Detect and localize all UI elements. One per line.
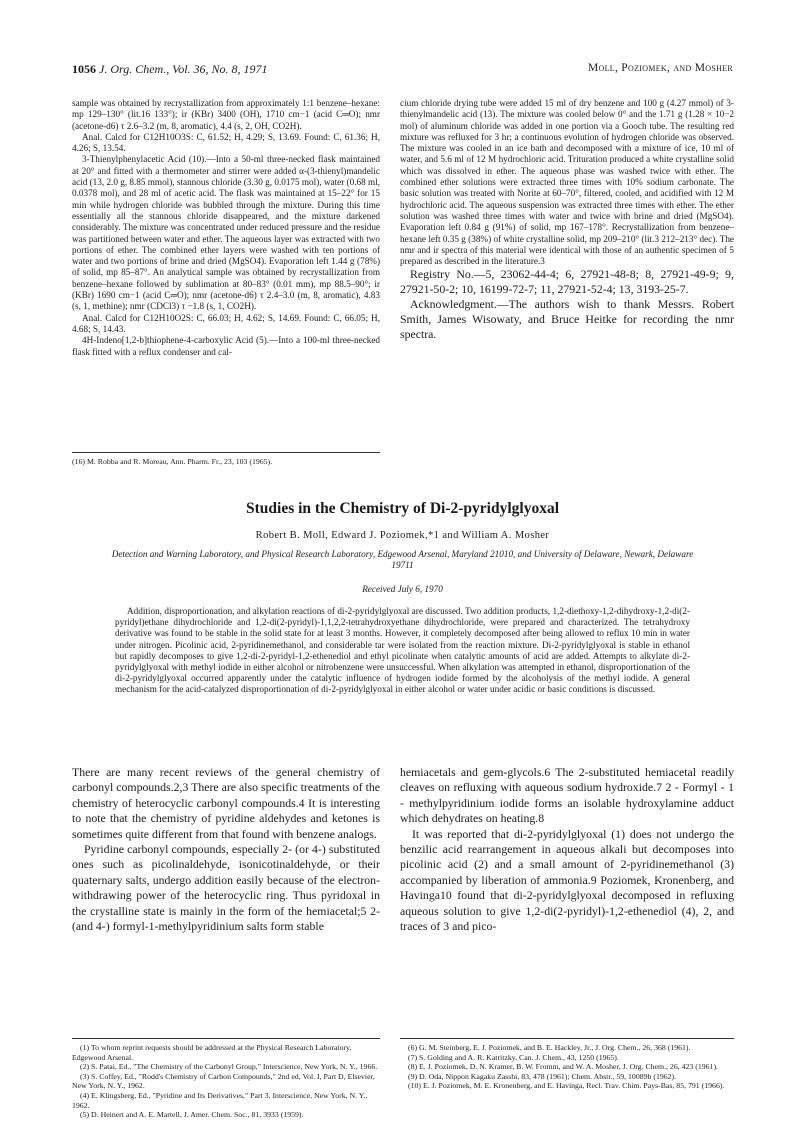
paragraph: Anal. Calcd for C12H10O2S: C, 66.03; H, 4.62; S, 14.69. Found: C, 66.05; H, 4.68; S, 14.43. (72, 312, 380, 334)
body-right-column (400, 765, 734, 934)
running-header-left (72, 62, 268, 77)
body-left-column (72, 765, 380, 934)
paragraph: It was reported that di-2-pyridylglyoxal (1) does not undergo the benzilic acid rearrangement in aqueous alkali but decomposes into picolinic acid (2) and a small amount of 2-pyridinemethanol (3) accompanied by liberation of ammonia.9 Poziomek, Kronenberg, and Havinga10 found that di-2-pyridylglyoxal decomposed in refluxing aqueous solution to give 1,2-di(2-pyridyl)-1,2-ethenediol (4), 2, and traces of 3 and pico- (400, 826, 734, 934)
paragraph: cium chloride drying tube were added 15 ml of dry benzene and 100 g (4.27 mmol) of 3-thienylmandelic acid (13). The mixture was cooled below 0° and the 1.71 g (1.28 × 10−2 mol) of aluminum chloride was added in one portion via a Gooch tube. The resulting red mixture was refluxed for 3 hr; a continuous evolution of hydrogen chloride was observed. The mixture was cooled in an ice bath and decomposed with a mixture of ice, 10 ml of water, and 5.6 ml of 12 M hydrochloric acid. Trituration produced a white crystalline solid which was dissolved in ether. The aqueous phase was washed twice with ether. The combined ether solutions were extracted three times with 10% sodium carbonate. The basic solution was treated with Norite at 60–70°, filtered, cooled, and acidified with 12 M hydrochloric acid. The aqueous suspension was extracted three times with ether. The ether solution was washed three times with water and twice with brine and dried (MgSO4). Evaporation left 0.84 g (91%) of solid, mp 167–178°. Recrystallization from benzene–hexane left 0.35 g (38%) of white crystalline solid, mp 209–210° (lit.3 212–213° dec). The nmr and ir spectra of this material were identical with those of an authentic specimen of 5 prepared as described in the literature.3 (400, 98, 734, 267)
footnote: (9) D. Oda, Nippon Kagaku Zasshi, 83, 478 (1961); Chem. Abstr., 59, 10089b (1962). (408, 1071, 677, 1081)
previous-article-left-column (72, 98, 380, 358)
footnote-divider (400, 1038, 734, 1039)
footnote: (8) E. J. Poziomek, D. N. Kramer, B. W. Fromm, and W. A. Mosher, J. Org. Chem., 26, 423 (1961). (408, 1062, 719, 1072)
footnote: (10) E. J. Poziomek, M. E. Kronenberg, and E. Havinga, Recl. Trav. Chim. Pays-Bas, 85, 791 (1966). (408, 1081, 725, 1091)
affiliation: Detection and Warning Laboratory, and Physical Research Laboratory, Edgewood Arsenal, Maryland 21010, and University of Delaware, Newark, Delaware 19711 (111, 549, 694, 571)
journal-citation: J. Org. Chem., Vol. 36, No. 8, 1971 (99, 62, 268, 76)
footnote: (7) S. Golding and A. R. Katritzky, Can. J. Chem., 43, 1250 (1965). (408, 1052, 619, 1062)
footnote: (2) S. Patai, Ed., "The Chemistry of the Carbonyl Group," Interscience, New York, N. Y., 1966. (80, 1062, 378, 1072)
article-title: Studies in the Chemistry of Di-2-pyridylglyoxal (245, 500, 560, 517)
footnote: (4) E. Klingsberg, Ed., "Pyridine and Its Derivatives," Part 3, Interscience, New York, N. Y., 1962. (72, 1090, 368, 1110)
paragraph: Pyridine carbonyl compounds, especially 2- (or 4-) substituted ones such as picolinaldehyde, isonicotinaldehyde, or their quaternary salts, undergo addition easily because of the electron-withdrawing power of the heterocyclic ring. Thus pyridoxal in the crystalline state is mainly in the form of the hemiacetal;5 2- (and 4-) formyl-1-methylpyridinium salts form stable (72, 842, 380, 934)
footnote-16: (16) M. Robba and R. Moreau, Ann. Pharm. Fr., 23, 103 (1965). (72, 452, 380, 467)
previous-article-right-column (400, 98, 734, 342)
paragraph: There are many recent reviews of the general chemistry of carbonyl compounds.2,3 There are also specific treatments of the chemistry of heterocyclic carbonyl compounds.4 It is interesting to note that the chemistry of pyridine aldehydes and ketones is sometimes quite different from that found with benzene analogs. (72, 765, 380, 841)
footnotes-right (400, 1043, 734, 1091)
footnote-divider (72, 1038, 380, 1039)
paragraph: sample was obtained by recrystallization from approximately 1:1 benzene–hexane: mp 129–130° (lit.16 133°); ir (KBr) 3400 (OH), 1710 cm−1 (acid C═O); nmr (acetone-d6) τ 2.6–3.2 (m, 8, aromatic), 4.4 (s, 2, OH, CO2H). (72, 98, 380, 131)
article-authors: Robert B. Moll, Edward J. Poziomek,*1 and William A. Mosher (255, 530, 550, 541)
paragraph: hemiacetals and gem-glycols.6 The 2-substituted hemiacetal readily cleaves on refluxing with aqueous sodium hydroxide.7 2 - Formyl - 1 - methylpyridinium iodide forms an isolable hydroxylamine adduct which dehydrates on heating.8 (400, 765, 734, 826)
abstract: Addition, disproportionation, and alkylation reactions of di-2-pyridylglyoxal are discussed. Two addition products, 1,2-diethoxy-1,2-dihydroxy-1,2-di(2-pyridyl)ethane dihydrochloride and 1,2-di(2-pyridyl)-1,1,2,2-tetrahydroxyethane dihydrochloride, were prepared and characterized. The tetrahydroxy derivative was found to be stable in the solid state for at least 3 months. However, it completely decomposed after being allowed to reflux 10 min in water under nitrogen. Picolinic acid, 2-pyridinemethanol, and considerable tar were isolated from the reaction mixture. Di-2-pyridylglyoxal is stable in ethanol but rapidly decomposes to give 1,2-di-2-pyridyl-1,2-ethenediol and ethyl picolinate when catalytic amounts of acid are added. Attempts to alkylate di-2-pyridylglyoxal with methyl iodide in either alcohol or nitrobenzene were unsuccessful. When alkylation was attempted in ethanol, disproportionation of the di-2-pyridylglyoxal occurred apparently under the catalytic influence of hydrogen iodide formed by the alcoholysis of the methyl iodide. A general mechanism for the acid-catalyzed disproportionation of di-2-pyridylglyoxal in either alcohol or water under acidic or basic conditions is discussed. (115, 606, 690, 695)
received-date: Received July 6, 1970 (362, 584, 443, 594)
acknowledgment: Acknowledgment.—The authors wish to thank Messrs. Robert Smith, James Wisowaty, and Bruce Heitke for recording the nmr spectra. (400, 297, 734, 342)
paragraph: Anal. Calcd for C12H10O3S: C, 61.52; H, 4.29; S, 13.69. Found: C, 61.36; H, 4.26; S, 13.54. (72, 131, 380, 154)
footnote: (6) G. M. Steinberg, E. J. Poziomek, and B. E. Hackley, Jr., J. Org. Chem., 26, 368 (1961). (408, 1043, 691, 1052)
footnote: (3) S. Coffey, Ed., "Rodd's Chemistry of Carbon Compounds," 2nd ed, Vol. I, Part D, Elsevier, New York, N. Y., 1962. (72, 1071, 375, 1091)
page-number: 1056 (72, 62, 96, 76)
registry-numbers: Registry No.—5, 23062-44-4; 6, 27921-48-8; 8, 27921-49-9; 9, 27921-50-2; 10, 16199-72-7; 11, 27921-52-4; 13, 3193-25-7. (400, 267, 734, 297)
paragraph: 3-Thienylphenylacetic Acid (10).—Into a 50-ml three-necked flask maintained at 20° and fitted with a thermometer and stirrer were added α-(3-thienyl)mandelic acid (13, 2.0 g, 8.85 mmol), stannous chloride (3.30 g, 0.0175 mol), water (0.68 ml, 0.0378 mol), and 28 ml of acetic acid. The flask was maintained at 15–22° for 15 min while hydrogen chloride was bubbled through the mixture. During this time essentially all the stannous chloride disappeared, and the mixture darkened considerably. The mixture was concentrated under reduced pressure and the residue was partitioned between water and ether. The aqueous layer was extracted with two portions of ether. The combined ether layers were washed with ten portions of water and two portions of brine and dried (MgSO4). Evaporation left 1.44 g (78%) of solid, mp 85–87°. An analytical sample was obtained by recrystallization from benzene–hexane followed by sublimation at 80–83° (0.01 mm), mp 88.5–90°; ir (KBr) 1690 cm−1 (acid C═O); nmr (acetone-d6) τ 2.4–3.0 (m, 8, aromatic), 4.83 (s, 1, methine); nmr (CDCl3) τ −1.8 (s, 1, CO2H). (72, 154, 380, 312)
footnote: (1) To whom reprint requests should be addressed at the Physical Research Laboratory, Edgewood Arsenal. (72, 1043, 352, 1062)
footnotes-left (72, 1043, 380, 1120)
running-header-authors: Moll, Poziomek, and Mosher (587, 62, 733, 74)
paragraph: 4H-Indeno[1,2-b]thiophene-4-carboxylic Acid (5).—Into a 100-ml three-necked flask fitted with a reflux condenser and cal- (72, 335, 380, 357)
footnote: (5) D. Heinert and A. E. Martell, J. Amer. Chem. Soc., 81, 3933 (1959). (80, 1110, 304, 1120)
